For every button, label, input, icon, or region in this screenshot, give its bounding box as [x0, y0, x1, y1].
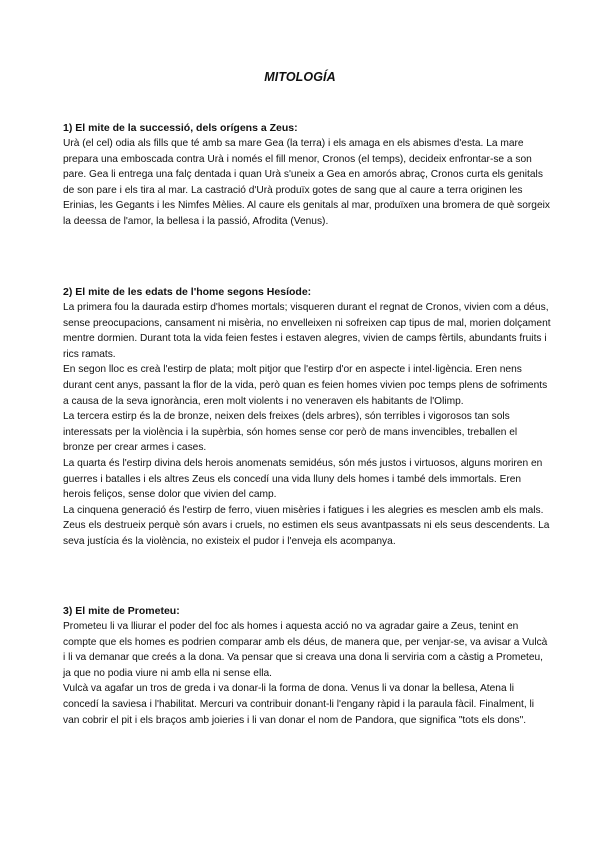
paragraph: La primera fou la daurada estirp d'homes mortals; visqueren durant el regnat de Cronos, vivien com a déus, sense preocupacions, cansament ni misèria, no envelleixen ni sofreixen cap tipus de mal, morien dolçament mentre dormien. Durant tota la vida feien festes i estaven alegres, vivien de camps fèrtils, abundants fruits i rics ramats. [63, 302, 551, 360]
section-heading: 3) El mite de Prometeu: [63, 605, 180, 617]
paragraph: La tercera estirp és la de bronze, neixen dels freixes (dels arbres), són terribles i vigorosos tan sols interessats per la violència i la supèrbia, són homes sense cor però de mans invencibles, treballen el bronze per crear armes i cases. [63, 411, 518, 454]
section-succession-myth [63, 121, 551, 230]
paragraph: La quarta és l'estirp divina dels herois anomenats semidéus, són més justos i virtuosos, alguns moriren en guerres i batalles i els altres Zeus els concedí una vida lluny dels homes i també dels immortals. Eren herois feliços, sense dolor que vivien del camp. [63, 457, 543, 501]
section-heading: 2) El mite de les edats de l'home segons Hesíode: [63, 286, 312, 298]
paragraph: Vulcà va agafar un tros de greda i va donar-li la forma de dona. Venus li va donar la bellesa, Atena li concedí la saviesa i l'habilitat. Mercuri va contribuir donant-li l'engany ràpid i la paraula fàcil. Finalment, li van cobrir el pit i els braços amb joieries i li van donar el nom de Pandora, que significa "tots els dons". [63, 683, 535, 726]
paragraph: La cinquena generació és l'estirp de ferro, viuen misèries i fatigues i les alegries es mesclen amb els mals. Zeus els destrueix perquè són avars i cruels, no estimen els seus avantpassats ni els seus descendents. La seva justícia és la violència, no existeix el pudor i l'enveja els acompanya. [63, 504, 550, 547]
section-prometheus-myth [63, 604, 551, 728]
paragraph: Urà (el cel) odia als fills que té amb sa mare Gea (la terra) i els amaga en els abismes d'esta. La mare prepara una emboscada contra Urà i només el fill menor, Cronos (el temps), decideix enfrontar-se a son pare. Gea li entrega una falç dentada i quan Urà s'uneix a Gea en amorós abraç, Cronos curta els genitals de son pare i els tira al mar. La castració d'Urà produïx gotes de sang que al caure a terra originen les Erinias, les Gegants i les Nimfes Mèlies. Al caure els genitals al mar, produïxen una bromera de què sorgeix la deessa de l'amor, la bellesa i la passió, Afrodita (Venus). [63, 138, 550, 227]
section-ages-of-man [63, 285, 551, 550]
paragraph: Prometeu li va lliurar el poder del foc als homes i aquesta acció no va agradar gaire a Zeus, tenint en compte que els homes es podrien comparar amb els déus, de manera que, per venjar-se, va avisar a Vulcà i li va demanar que creés a la dona. Va pensar que si creava una dona li serviria com a càstig a Prometeu, ja que no podia viure ni amb ella ni sense ella. [63, 621, 548, 679]
section-heading: 1) El mite de la successió, dels orígens a Zeus: [63, 122, 298, 134]
page-title: MITOLOGÍA [264, 70, 336, 84]
paragraph: En segon lloc es creà l'estirp de plata; molt pitjor que l'estirp d'or en aspecte i intel·ligència. Eren nens durant cent anys, passant la flor de la vida, però quan es feien homes vivien poc temps plens de sofriments a causa de la seva ignorància, eren molt violents i no veneraven els habitants de l'Olimp. [63, 364, 548, 407]
